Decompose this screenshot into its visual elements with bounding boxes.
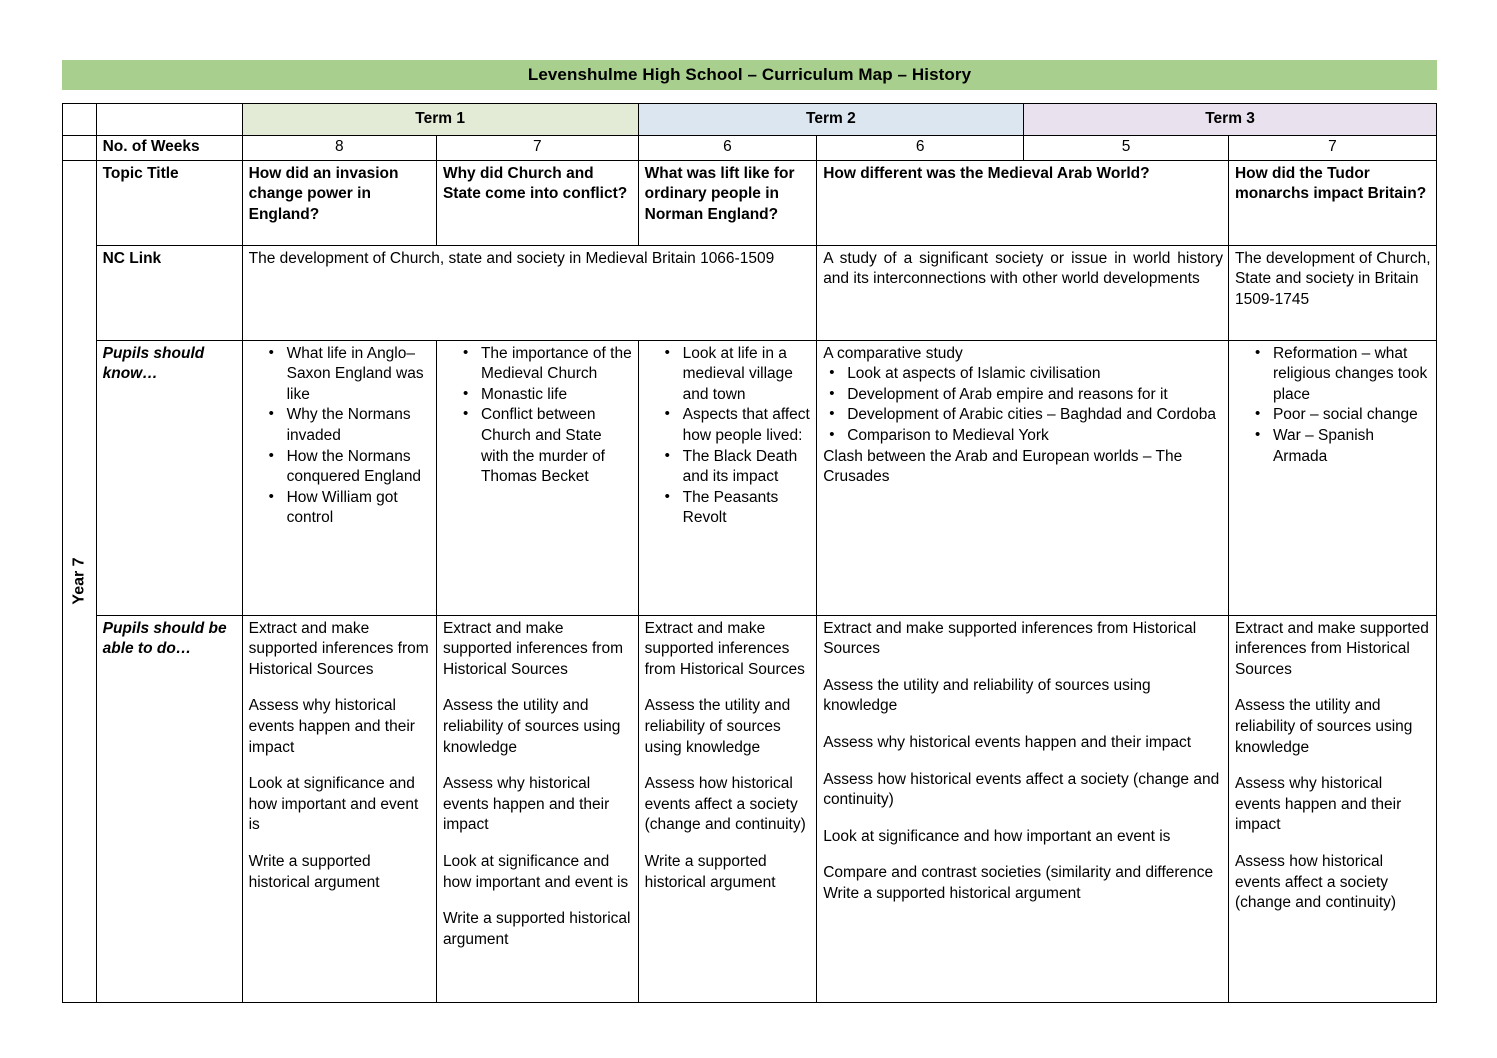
nc-link-2: A study of a significant society or issue in world history and its interconnections with other world developments <box>817 245 1229 340</box>
topic-title-3: What was lift like for ordinary people in Norman England? <box>638 160 817 245</box>
list-item: • The Peasants Revolt <box>665 488 812 529</box>
pupils-should-be-able-to-do-row <box>63 615 1437 1002</box>
weeks-value-6: 7 <box>1228 136 1436 161</box>
skill-paragraph: Extract and make supported inferences from Historical Sources <box>823 619 1197 658</box>
row-label-pupils-do: Pupils should be able to do… <box>96 615 242 1002</box>
weeks-value-4: 6 <box>817 136 1024 161</box>
list-item: • Conflict between Church and State with the murder of Thomas Becket <box>463 405 633 487</box>
bullet-list <box>1235 344 1431 468</box>
skill-paragraph: Write a supported historical argument <box>442 910 631 948</box>
skill-paragraph: Assess why historical events happen and their impact <box>442 775 610 834</box>
skill-paragraph: Extract and make supported inferences from Historical Sources <box>442 619 624 678</box>
list-item: • The importance of the Medieval Church <box>463 344 633 385</box>
row-label-nc-link: NC Link <box>96 245 242 340</box>
list-item: • Look at life in a medieval village and town <box>665 344 812 406</box>
list-item: • How the Normans conquered England <box>269 447 431 488</box>
nc-link-3: The development of Church, State and society in Britain 1509-1745 <box>1228 245 1436 340</box>
skill-paragraph: Assess why historical events happen and their impact <box>1234 775 1402 834</box>
term-header-term-2: Term 2 <box>638 104 1024 136</box>
skill-paragraph: Write a supported historical argument <box>644 853 776 891</box>
pupils-know-col-2 <box>436 340 638 615</box>
skill-paragraph: Look at significance and how important and event is <box>248 775 419 834</box>
list-item: • How William got control <box>269 488 431 529</box>
list-item: • War – Spanish Armada <box>1255 426 1431 467</box>
row-label-weeks: No. of Weeks <box>96 136 242 161</box>
comparative-study-intro: A comparative study <box>823 344 963 362</box>
corner-cell-label-blank <box>96 104 242 136</box>
list-item: • Look at aspects of Islamic civilisation <box>829 364 1223 385</box>
bullet-list <box>443 344 633 488</box>
bullet-list <box>249 344 431 529</box>
skill-paragraph: Assess the utility and reliability of sources using knowledge <box>823 676 1151 715</box>
page-title: Levenshulme High School – Curriculum Map – History <box>527 65 972 84</box>
list-item: • Reformation – what religious changes took place <box>1255 344 1431 406</box>
skill-paragraph: Compare and contrast societies (similarity and difference <box>823 864 1214 882</box>
nc-link-1: The development of Church, state and society in Medieval Britain 1066-1509 <box>242 245 817 340</box>
topic-title-2: Why did Church and State come into conflict? <box>436 160 638 245</box>
bullet-list <box>823 364 1223 446</box>
pupils-do-col-3 <box>638 615 817 1002</box>
list-item: • What life in Anglo–Saxon England was like <box>269 344 431 406</box>
skill-paragraph: Assess how historical events affect a society (change and continuity) <box>823 770 1220 809</box>
skill-paragraph: Assess the utility and reliability of sources using knowledge <box>644 697 791 756</box>
list-item: • The Black Death and its impact <box>665 447 812 488</box>
list-item: • Comparison to Medieval York <box>829 426 1223 447</box>
list-item: • Development of Arabic cities – Baghdad and Cordoba <box>829 405 1223 426</box>
crusades-outro: Clash between the Arab and European worlds – The Crusades <box>823 447 1183 486</box>
weeks-row <box>63 136 1437 161</box>
pupils-know-col-1 <box>242 340 436 615</box>
weeks-value-5: 5 <box>1024 136 1229 161</box>
list-item: • Monastic life <box>463 385 633 406</box>
skill-paragraph: Assess the utility and reliability of sources using knowledge <box>1234 697 1413 756</box>
skill-paragraph: Look at significance and how important and event is <box>442 853 629 891</box>
term-header-term-1: Term 1 <box>242 104 638 136</box>
pupils-do-col-5 <box>1228 615 1436 1002</box>
document-title-bar <box>62 60 1437 90</box>
bullet-list <box>645 344 812 529</box>
weeks-value-1: 8 <box>242 136 436 161</box>
term-header-term-3: Term 3 <box>1024 104 1437 136</box>
topic-title-row <box>63 160 1437 245</box>
weeks-value-3: 6 <box>638 136 817 161</box>
skill-paragraph: Assess how historical events affect a society (change and continuity) <box>1234 853 1397 912</box>
topic-title-5: How did the Tudor monarchs impact Britain? <box>1228 160 1436 245</box>
pupils-know-col-5 <box>1228 340 1436 615</box>
row-label-topic-title: Topic Title <box>96 160 242 245</box>
curriculum-map-table <box>62 103 1437 1003</box>
skill-paragraph: Extract and make supported inferences from Historical Sources <box>644 619 805 678</box>
skill-paragraph: Extract and make supported inferences from Historical Sources <box>1234 619 1429 678</box>
term-header-row <box>63 104 1437 136</box>
list-item: • Aspects that affect how people lived: <box>665 405 812 446</box>
year-group-cell <box>63 160 97 1002</box>
pupils-do-col-2 <box>436 615 638 1002</box>
skill-paragraph: Assess how historical events affect a society (change and continuity) <box>644 775 806 834</box>
skill-paragraph: Write a supported historical argument <box>248 853 380 891</box>
year-spacer-cell-top <box>63 136 97 161</box>
pupils-know-col-3 <box>638 340 817 615</box>
pupils-know-col-4 <box>817 340 1229 615</box>
topic-title-4: How different was the Medieval Arab World? <box>817 160 1229 245</box>
topic-title-1: How did an invasion change power in England? <box>242 160 436 245</box>
list-item: • Poor – social change <box>1255 405 1431 426</box>
weeks-value-2: 7 <box>436 136 638 161</box>
corner-cell-blank <box>63 104 97 136</box>
skill-paragraph: Assess why historical events happen and their impact <box>248 697 415 756</box>
skill-paragraph: Look at significance and how important an event is <box>823 827 1171 845</box>
skill-paragraph: Extract and make supported inferences from Historical Sources <box>248 619 429 678</box>
pupils-do-col-4 <box>817 615 1229 1002</box>
nc-link-row <box>63 245 1437 340</box>
pupils-should-know-row <box>63 340 1437 615</box>
pupils-do-col-1 <box>242 615 436 1002</box>
skill-paragraph: Assess why historical events happen and their impact <box>823 734 1192 752</box>
year-label: Year 7 <box>70 557 88 605</box>
skill-paragraph: Write a supported historical argument <box>823 885 1081 903</box>
row-label-pupils-know: Pupils should know… <box>96 340 242 615</box>
list-item: • Development of Arab empire and reasons for it <box>829 385 1223 406</box>
list-item: • Why the Normans invaded <box>269 405 431 446</box>
skill-paragraph: Assess the utility and reliability of sources using knowledge <box>442 697 621 756</box>
